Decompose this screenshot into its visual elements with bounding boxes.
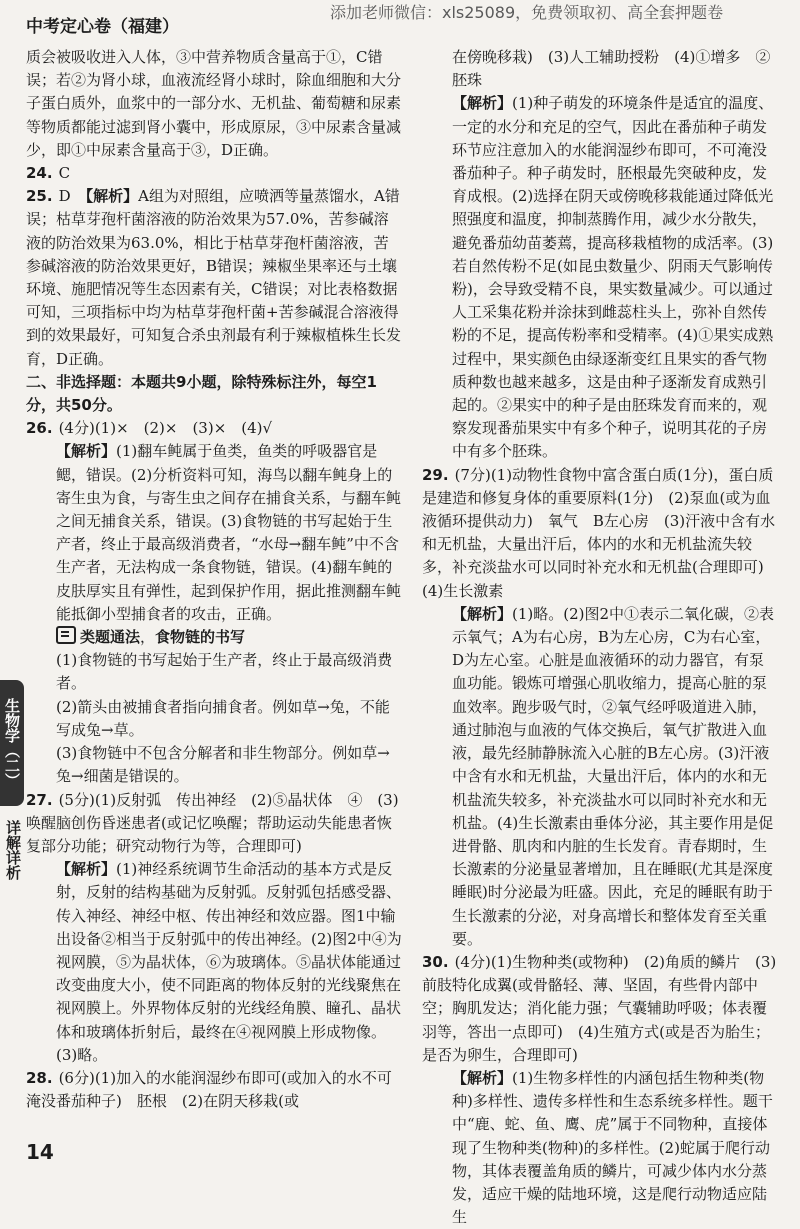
q30-number: 30. <box>422 952 449 971</box>
right-column <box>422 46 778 1229</box>
q28-answer: (6分)(1)加入的水能润湿纱布即可(或加入的水不可淹没番茄种子) 胚根 (2)在阴天移栽(或 <box>26 1068 392 1111</box>
q25-number: 25. <box>26 187 53 206</box>
q30-analysis-tag: 【解析】 <box>452 1068 513 1087</box>
tip-item-3: (3)食物链中不包含分解者和非生物部分。例如草→兔→细菌是错误的。 <box>56 744 390 786</box>
q27-answer: (5分)(1)反射弧 传出神经 (2)⑤晶状体 ④ (3)唤醒脑创伤昏迷患者(或记忆唤醒；帮助运动失能患者恢复部分功能；研究动物行为等，合理即可) <box>26 790 399 855</box>
q28-answer-continued: 在傍晚移栽) (3)人工辅助授粉 (4)①增多 ②胚珠 <box>452 48 771 90</box>
tip-title: 类题通法 <box>80 628 141 647</box>
q25-analysis-tag: 【解析】 <box>85 187 139 206</box>
q30-analysis: (1)生物多样性的内涵包括生物种类(物种)多样性、遗传多样性和生态系统多样性。题干中“鹿、蛇、鱼、鹰、虎”属于不同物种，直接体现了生物种类(物种)的多样性。(2)蛇属于爬行动物，其体表覆盖角质的鳞片，可减少体内水分蒸发，适应干燥的陆地环境，这是爬行动物适应陆生 <box>452 1068 773 1227</box>
side-label: 详解详析 <box>4 820 22 880</box>
q27-number: 27. <box>26 790 53 809</box>
q24-answer: C <box>58 164 71 183</box>
q26-answer: (4分)(1)× (2)× (3)× (4)√ <box>58 419 273 438</box>
subject-side-tab: 生物学（二） <box>0 680 24 806</box>
q26-analysis-tag: 【解析】 <box>56 442 117 461</box>
q28-number: 28. <box>26 1068 53 1087</box>
tip-icon <box>56 626 76 644</box>
q26-analysis-block <box>26 440 402 626</box>
answer-30 <box>422 951 778 1067</box>
q29-analysis-block <box>422 603 778 951</box>
q24-number: 24. <box>26 164 53 183</box>
answer-25 <box>26 185 402 371</box>
q26-analysis: (1)翻车鲀属于鱼类，鱼类的呼吸器官是鳃，错误。(2)分析资料可知，海鸟以翻车鲀身上的寄生虫为食，与寄生虫之间存在捕食关系，与翻车鲀之间无捕食关系，错误。(3)食物链的书写起始于生产者，终止于最高级消费者，“水母→翻车鲀”中不含生产者，无法构成一条食物链，错误。(4)翻车鲀的皮肤厚实且有弹性，起到保护作用，据此推测翻车鲀能抵御小型捕食者的攻击，正确。 <box>56 442 402 623</box>
q30-analysis-block <box>422 1067 778 1229</box>
q27-analysis-tag: 【解析】 <box>56 860 117 879</box>
q29-analysis-tag: 【解析】 <box>452 604 513 623</box>
left-column <box>26 46 402 1113</box>
tip-item-2: (2)箭头由被捕食者指向捕食者。例如草→兔，不能写成兔→草。 <box>56 697 390 739</box>
tip-subject: 食物链的书写 <box>155 628 246 647</box>
q29-analysis: (1)略。(2)图2中①表示二氧化碳，②表示氧气；A为右心房，B为左心房，C为右心室，D为左心室。心脏是血液循环的动力器官，有泵血功能。锻炼可增强心肌收缩力，提高心脏的泵血效率。跑步吸气时，②氧气经呼吸道进入肺，通过肺泡与血液的气体交换后，氧气扩散进入血液，最先经肺静脉流入心脏的B左心房。(3)汗液中含有水和无机盐，大量出汗后，体内的水和无机盐流失较多，补充淡盐水可以同时补充水和无机盐。(4)生长激素由垂体分泌，其主要作用是促进骨骼、肌肉和内脏的生长发育。青春期时，生长激素的分泌量显著增加，且在睡眠(尤其是深度睡眠)时分泌最为旺盛。因此，充足的睡眠有助于生长激素的分泌，对身高增长和整体发育至关重要。 <box>452 604 775 948</box>
q27-analysis-block <box>26 858 402 1067</box>
page-number: 14 <box>26 1140 54 1164</box>
left-continued-text: 质会被吸收进入人体，③中营养物质含量高于①，C错误；若②为肾小球，血液流经肾小球时，除血细胞和大分子蛋白质外，血浆中的一部分水、无机盐、葡萄糖和尿素等物质都能过滤到肾小囊中，形成原尿，③中尿素含量减少，即①中尿素含量高于③，D正确。 <box>26 48 402 159</box>
q28-analysis-block <box>422 92 778 463</box>
answer-24 <box>26 162 402 185</box>
watermark-banner: 添加老师微信：xls25089，免费领取初、高全套押题卷 <box>330 3 724 22</box>
page-header: 中考定心卷（福建） <box>26 17 179 37</box>
q28-analysis: (1)种子萌发的环境条件是适宜的温度、一定的水分和充足的空气，因此在番茄种子萌发环节应注意加入的水能润湿纱布即可，不可淹没番茄种子。种子萌发时，胚根最先突破种皮，发育成根。(2)选择在阴天或傍晚移栽能通过降低光照强度和温度，抑制蒸腾作用，减少水分散失，避免番茄幼苗萎蔫，提高移栽植物的成活率。(3)若自然传粉不足(如昆虫数量少、阴雨天气影响传粉)，会导致受精不良，果实数量减少。可以通过人工采集花粉并涂抹到雌蕊柱头上，弥补自然传粉的不足，提高传粉率和受精率。(4)①果实成熟过程中，果实颜色由绿逐渐变红且果实的香气物质种数也越来越多，这是由种子逐渐发育成熟引起的。②果实中的种子是由胚珠发育而来的，观察发现番茄果实中有多个种子，说明其花的子房中有多个胚珠。 <box>452 94 774 461</box>
q28-analysis-tag: 【解析】 <box>452 94 513 113</box>
q25-analysis: A组为对照组，应喷洒等量蒸馏水，A错误；枯草芽孢杆菌溶液的防治效果为57.0%，苦参碱溶液的防治效果为63.0%，相比于枯草芽孢杆菌溶液，苦参碱溶液的防治效果更好，B错误；辣椒坐果率还与土壤环境、施肥情况等生态因素有关，C错误；对比表格数据可知，三项指标中均为枯草芽孢杆菌+苦参碱混合溶液得到的效果最好，可知复合杀虫剂最有利于辣椒植株生长发育，D正确。 <box>26 187 402 368</box>
q26-number: 26. <box>26 419 53 438</box>
q27-analysis: (1)神经系统调节生命活动的基本方式是反射，反射的结构基础为反射弧。反射弧包括感受器、传入神经、神经中枢、传出神经和效应器。图1中输出设备②相当于反射弧中的传出神经。(2)图2中④为视网膜，⑤为晶状体，⑥为玻璃体。⑤晶状体能通过改变曲度大小，使不同距离的物体反射的光线聚焦在视网膜上。外界物体反射的光线经角膜、瞳孔、晶状体和玻璃体折射后，最终在④视网膜上形成物像。(3)略。 <box>56 860 402 1064</box>
section-heading: 二、非选择题：本题共9小题，除特殊标注外，每空1分，共50分。 <box>26 372 377 415</box>
q29-answer: (7分)(1)动物性食物中富含蛋白质(1分)，蛋白质是建造和修复身体的重要原料(1分) (2)泵血(或为血液循环提供动力) 氧气 B左心房 (3)汗液中含有水和无机盐，大量出汗后，体内的水和无机盐流失较多，补充淡盐水可以同时补充水和无机盐(合理即可) (4)生长激素 <box>422 465 779 600</box>
tip-block: 类题通法，食物链的书写 (1)食物链的书写起始于生产者，终止于最高级消费者。 (2)箭头由被捕食者指向捕食者。例如草→兔，不能写成兔→草。 (3)食物链中不包含分解者和非生物部分。例如草→兔→细菌是错误的。 <box>26 626 402 788</box>
answer-29 <box>422 464 778 603</box>
q29-number: 29. <box>422 465 449 484</box>
q25-answer: D <box>58 187 71 206</box>
q30-answer: (4分)(1)生物种类(或物种) (2)角质的鳞片 (3)前肢特化成翼(或骨骼轻、薄、坚固，有些骨内部中空；胸肌发达；消化能力强；气囊辅助呼吸；体表覆羽等，答出一点即可) (4)生殖方式(或是否为胎生；是否为卵生，合理即可) <box>422 952 777 1064</box>
answer-26 <box>26 417 402 440</box>
answer-27 <box>26 789 402 859</box>
answer-28 <box>26 1067 402 1113</box>
tip-item-1: (1)食物链的书写起始于生产者，终止于最高级消费者。 <box>56 651 393 693</box>
